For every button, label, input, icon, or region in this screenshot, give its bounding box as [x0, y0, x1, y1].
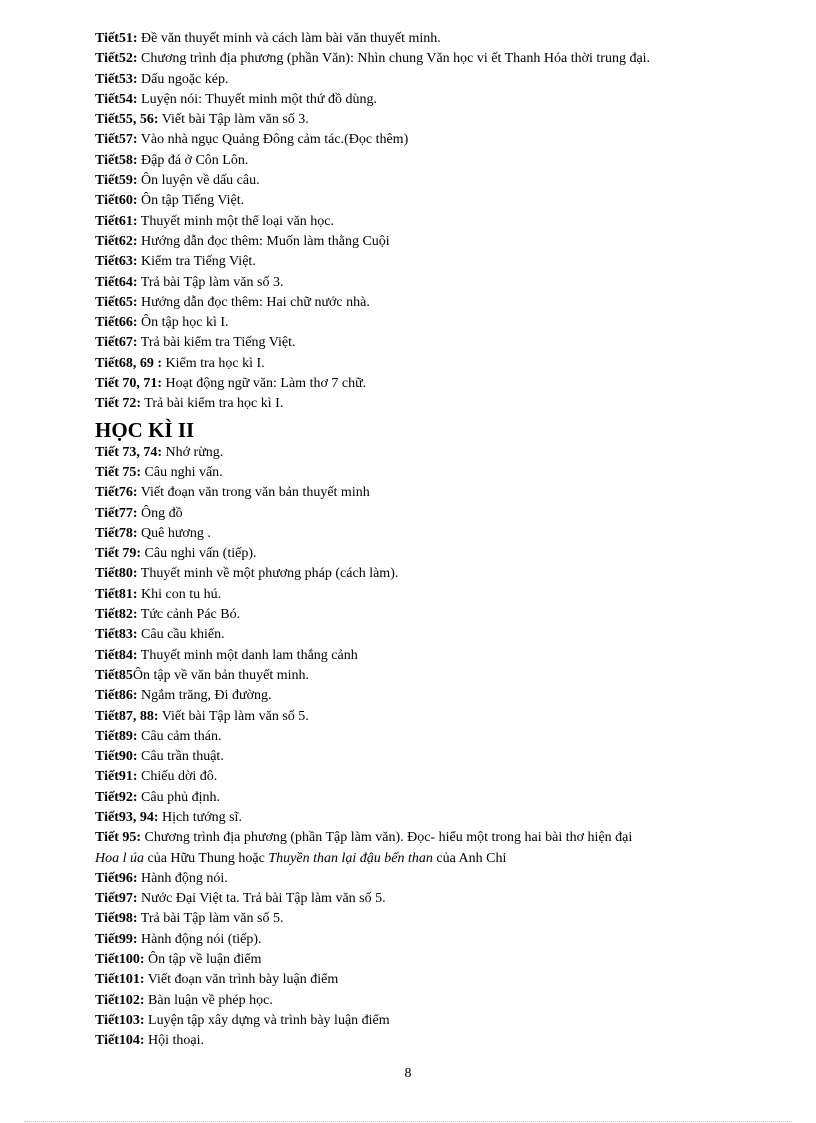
- lesson-item: [95, 232, 775, 252]
- lesson-number: Tiết87, 88:: [95, 708, 159, 724]
- lesson-number: Tiết52:: [95, 51, 138, 67]
- lesson-title: Đập đá ở Côn Lôn.: [137, 152, 249, 168]
- lesson-title: Trả bài kiểm tra học kì I.: [141, 396, 284, 412]
- lesson-number: Tiết96:: [95, 870, 138, 886]
- lesson-number: Tiết83:: [95, 627, 138, 643]
- lesson-title: Câu nghi vấn.: [141, 464, 223, 480]
- lesson-item: [95, 252, 775, 272]
- lesson-item: [95, 524, 775, 544]
- lesson-title: Dấu ngoặc kép.: [137, 71, 229, 87]
- lesson-item: [95, 1011, 775, 1031]
- lesson-number: Tiết 79:: [95, 546, 142, 562]
- lesson-item: [95, 293, 775, 313]
- lesson-number: Tiết84:: [95, 647, 138, 663]
- lesson-item: [95, 970, 775, 990]
- lesson-title: Câu nghi vấn (tiếp).: [141, 546, 257, 562]
- lesson-number: Tiết97:: [95, 891, 138, 907]
- lesson-number: Tiết54:: [95, 91, 138, 107]
- lesson-title: Nước Đại Việt ta. Trả bài Tập làm văn số 5.: [137, 891, 386, 907]
- lesson-item: [95, 504, 775, 524]
- lesson-number: Tiết63:: [95, 254, 138, 270]
- lesson-item: [95, 374, 775, 394]
- work-title-2: Thuyền than lại đậu bến than: [268, 850, 433, 866]
- lesson-number: Tiết93, 94:: [95, 809, 159, 825]
- lesson-number: Tiết91:: [95, 769, 138, 785]
- lesson-number: Tiết51:: [95, 31, 138, 46]
- semester-1-list: [95, 29, 775, 415]
- lesson-item: [95, 808, 775, 828]
- lesson-item: [95, 463, 775, 483]
- lesson-title: Thuyết minh một danh lam thắng cảnh: [137, 647, 358, 663]
- lesson-title: Kiểm tra học kì I.: [162, 355, 265, 371]
- lesson-title: Vào nhà ngục Quảng Đông cảm tác.(Đọc thêm): [137, 132, 409, 148]
- lesson-title: Câu trần thuật.: [137, 749, 224, 765]
- lesson-title: Ôn tập học kì I.: [137, 315, 229, 331]
- lesson-item: [95, 686, 775, 706]
- lesson-number: Tiết53:: [95, 71, 138, 87]
- lesson-number: Tiết85: [95, 667, 133, 683]
- lesson-item: [95, 313, 775, 333]
- lesson-item: [95, 707, 775, 727]
- lesson-item: [95, 191, 775, 211]
- lesson-item: [95, 544, 775, 564]
- lesson-title: Ngắm trăng, Đi đường.: [137, 688, 272, 704]
- semester-2-list: [95, 443, 775, 849]
- lesson-number: Tiết80:: [95, 566, 138, 582]
- lesson-item: [95, 564, 775, 584]
- lesson-item: [95, 110, 775, 130]
- lesson-item: [95, 950, 775, 970]
- lesson-item: [95, 930, 775, 950]
- continuation-text: của Hữu Thung hoặc: [144, 850, 269, 866]
- lesson-number: Tiết67:: [95, 335, 138, 351]
- lesson-item: [95, 483, 775, 503]
- lesson-title: Khi con tu hú.: [137, 586, 222, 602]
- lesson-title: Câu cầu khiến.: [137, 627, 225, 643]
- lesson-number: Tiết59:: [95, 173, 138, 189]
- lesson-title: Viết đoạn văn trình bày luận điểm: [144, 972, 339, 988]
- lesson-title: Luyện nói: Thuyết minh một thứ đồ dùng.: [137, 91, 377, 107]
- lesson-item: [95, 767, 775, 787]
- lesson-title: Viết đoạn văn trong văn bản thuyết minh: [137, 485, 370, 501]
- lesson-item: [95, 666, 775, 686]
- lesson-item: [95, 171, 775, 191]
- lesson-title: Hịch tướng sĩ.: [158, 809, 242, 825]
- page-number: 8: [404, 1066, 412, 1081]
- lesson-number: Tiết 70, 71:: [95, 376, 163, 392]
- lesson-title: Viết bài Tập làm văn số 3.: [158, 112, 309, 128]
- semester-2-heading: HỌC KÌ II: [95, 417, 195, 442]
- lesson-list: [95, 29, 775, 1052]
- lesson-title: Câu phủ định.: [137, 789, 220, 805]
- lesson-item: [95, 788, 775, 808]
- lesson-title: Viết bài Tập làm văn số 5.: [158, 708, 309, 724]
- lesson-item: [95, 646, 775, 666]
- lesson-number: Tiết 95:: [95, 830, 142, 846]
- lesson-item: [95, 443, 775, 463]
- lesson-number: Tiết76:: [95, 485, 138, 501]
- lesson-title: Ôn luyện về dấu câu.: [137, 173, 260, 189]
- lesson-title: Câu cảm thán.: [137, 728, 222, 744]
- lesson-number: Tiết68, 69 :: [95, 355, 163, 371]
- lesson-title: Hành động nói (tiếp).: [137, 931, 262, 947]
- lesson-number: Tiết98:: [95, 911, 138, 927]
- lesson-number: Tiết100:: [95, 952, 145, 968]
- lesson-item: [95, 605, 775, 625]
- lesson-number: Tiết81:: [95, 586, 138, 602]
- lesson-number: Tiết90:: [95, 749, 138, 765]
- lesson-number: Tiết78:: [95, 525, 138, 541]
- lesson-title: Trả bài Tập làm văn số 3.: [137, 274, 284, 290]
- lesson-title: Chương trình địa phương (phần Tập làm văn). Đọc- hiểu một trong hai bài thơ hiện đại: [141, 830, 633, 846]
- lesson-title: Hoạt động ngữ văn: Làm thơ 7 chữ.: [162, 376, 367, 392]
- lesson-number: Tiết77:: [95, 505, 138, 521]
- lesson-number: Tiết89:: [95, 728, 138, 744]
- lesson-title: Ôn tập Tiếng Việt.: [137, 193, 245, 209]
- lesson-title: Chương trình địa phương (phần Văn): Nhìn chung Văn học vi ết Thanh Hóa thời trung đại.: [137, 51, 651, 67]
- lesson-item: [95, 49, 775, 69]
- lesson-item: [95, 151, 775, 171]
- lesson-item: [95, 29, 775, 49]
- lesson-number: Tiết64:: [95, 274, 138, 290]
- lesson-number: Tiết82:: [95, 607, 138, 623]
- lesson-item: [95, 909, 775, 929]
- lesson-title: Trả bài kiểm tra Tiếng Việt.: [137, 335, 296, 351]
- work-title-1: Hoa l úa: [95, 850, 144, 866]
- lesson-title: Thuyết minh về một phương pháp (cách làm).: [137, 566, 399, 582]
- lesson-item: [95, 394, 775, 414]
- lesson-number: Tiết103:: [95, 1012, 145, 1028]
- lesson-number: Tiết57:: [95, 132, 138, 148]
- lesson-number: Tiết65:: [95, 294, 138, 310]
- lesson-item: [95, 130, 775, 150]
- lesson-title: Ôn tập về văn bản thuyết minh.: [132, 667, 309, 683]
- lesson-number: Tiết102:: [95, 992, 145, 1008]
- lesson-title: Tức cảnh Pác Bó.: [137, 607, 241, 623]
- lesson-title: Hành động nói.: [137, 870, 228, 886]
- lesson-item: [95, 828, 775, 848]
- lesson-item: [95, 869, 775, 889]
- lesson-title: Chiếu dời đô.: [137, 769, 218, 785]
- lesson-title: Thuyết minh một thể loại văn học.: [137, 213, 335, 229]
- lesson-title: Hướng dẫn đọc thêm: Muốn làm thằng Cuội: [137, 233, 390, 249]
- lesson-title: Trả bài Tập làm văn số 5.: [137, 911, 284, 927]
- lesson-number: Tiết60:: [95, 193, 138, 209]
- lesson-item: [95, 585, 775, 605]
- lesson-number: Tiết104:: [95, 1033, 145, 1049]
- lesson-continuation: [95, 849, 775, 869]
- lesson-item: [95, 333, 775, 353]
- lesson-item: [95, 889, 775, 909]
- lesson-title: Ôn tập về luận điểm: [144, 952, 262, 968]
- lesson-item: [95, 747, 775, 767]
- lesson-title: Kiểm tra Tiếng Việt.: [137, 254, 256, 270]
- lesson-number: Tiết61:: [95, 213, 138, 229]
- lesson-number: Tiết92:: [95, 789, 138, 805]
- lesson-item: [95, 70, 775, 90]
- lesson-number: Tiết58:: [95, 152, 138, 168]
- lesson-number: Tiết 72:: [95, 396, 142, 412]
- lesson-number: Tiết86:: [95, 688, 138, 704]
- lesson-title: Ông đồ: [137, 505, 183, 521]
- lesson-number: Tiết 73, 74:: [95, 444, 163, 460]
- lesson-number: Tiết62:: [95, 233, 138, 249]
- lesson-title: Hội thoại.: [144, 1033, 205, 1049]
- lesson-number: Tiết99:: [95, 931, 138, 947]
- lesson-item: [95, 273, 775, 293]
- lesson-title: Bàn luận về phép học.: [144, 992, 273, 1008]
- lesson-number: Tiết 75:: [95, 464, 142, 480]
- lesson-title: Quê hương .: [137, 525, 211, 541]
- lesson-item: [95, 90, 775, 110]
- lesson-title: Nhớ rừng.: [162, 444, 224, 460]
- lesson-item: [95, 212, 775, 232]
- lesson-item: [95, 625, 775, 645]
- lesson-title: Luyện tập xây dựng và trình bày luận điểm: [144, 1012, 390, 1028]
- lesson-item: [95, 727, 775, 747]
- lesson-item: [95, 1031, 775, 1051]
- lesson-number: Tiết55, 56:: [95, 112, 159, 128]
- lesson-number: Tiết66:: [95, 315, 138, 331]
- lesson-item: [95, 354, 775, 374]
- lesson-title: Đề văn thuyết minh và cách làm bài văn thuyết minh.: [137, 31, 441, 46]
- footer-divider: [24, 1121, 792, 1122]
- semester-2-list-continued: [95, 869, 775, 1052]
- lesson-title: Hướng dẫn đọc thêm: Hai chữ nước nhà.: [137, 294, 370, 310]
- continuation-end: của Anh Chi: [432, 850, 507, 866]
- lesson-number: Tiết101:: [95, 972, 145, 988]
- lesson-item: [95, 991, 775, 1011]
